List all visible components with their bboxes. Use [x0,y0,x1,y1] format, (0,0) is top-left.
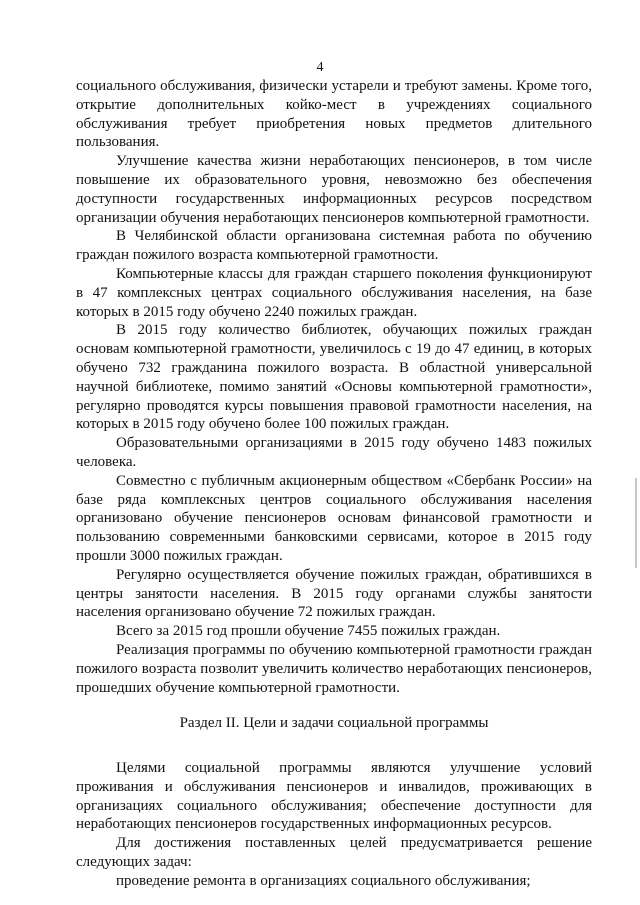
paragraph: Всего за 2015 год прошли обучение 7455 пожилых граждан. [116,623,501,640]
paragraph: В Челябинской области организована системная работа по обучению граждан пожилого возраста компьютерной грамотности. [76,228,592,264]
paragraph: Реализация программы по обучению компьютерной грамотности граждан пожилого возраста позволит увеличить количество неработающих пенсионеров, прошедших обучение компьютерной грамотности. [76,641,592,696]
section-heading: Раздел II. Цели и задачи социальной программы [179,715,489,732]
paragraph: Компьютерные классы для граждан старшего поколения функционируют в 47 комплексных центрах социального обслуживания населения, на базе которых в 2015 году обучено 2240 пожилых граждан. [76,265,592,320]
paragraph: В 2015 году количество библиотек, обучающих пожилых граждан основам компьютерной грамотности, увеличилось с 19 до 47 единиц, в которых обучено 732 гражданина пожилого возраста. В областной универсальной научной библиотеке, помимо занятий «Основы компьютерной грамотности», регулярно проводятся курсы повышения правовой грамотности населения, на которых в 2015 году обучено более 100 пожилых граждан. [76,322,592,433]
paragraph: Улучшение качества жизни неработающих пенсионеров, в том числе повышение их образовательного уровня, невозможно без обеспечения доступности государственных информационных ресурсов посредством организации обучения неработающих пенсионеров компьютерной грамотности. [76,153,592,226]
paragraph: Целями социальной программы являются улучшение условий проживания и обслуживания пенсионеров и инвалидов, проживающих в организациях социального обслуживания; обеспечение доступности для неработающих пенсионеров государственных информационных ресурсов. [76,760,592,833]
paragraph: Для достижения поставленных целей предусматривается решение следующих задач: [76,835,592,871]
page-number: 4 [316,60,324,75]
paragraph: Регулярно осуществляется обучение пожилых граждан, обратившихся в центры занятости населения. В 2015 году органами службы занятости населения организовано обучение 72 пожилых граждан. [76,566,592,621]
paragraph: Образовательными организациями в 2015 году обучено 1483 пожилых человека. [76,435,592,470]
document-body [76,77,592,891]
scan-edge-mark [635,478,637,568]
task-list-item: проведение ремонта в организациях социального обслуживания; [116,872,531,889]
paragraph: социального обслуживания, физически устарели и требуют замены. Кроме того, открытие дополнительных койко-мест в учреждениях социального обслуживания требует приобретения новых предметов длительного пользования. [76,78,592,151]
paragraph: Совместно с публичным акционерным обществом «Сбербанк России» на базе ряда комплексных центров социального обслуживания населения организовано обучение пенсионеров основам финансовой грамотности и пользованию современными банковскими сервисами, которое в 2015 году прошли 3000 пожилых граждан. [76,472,592,564]
